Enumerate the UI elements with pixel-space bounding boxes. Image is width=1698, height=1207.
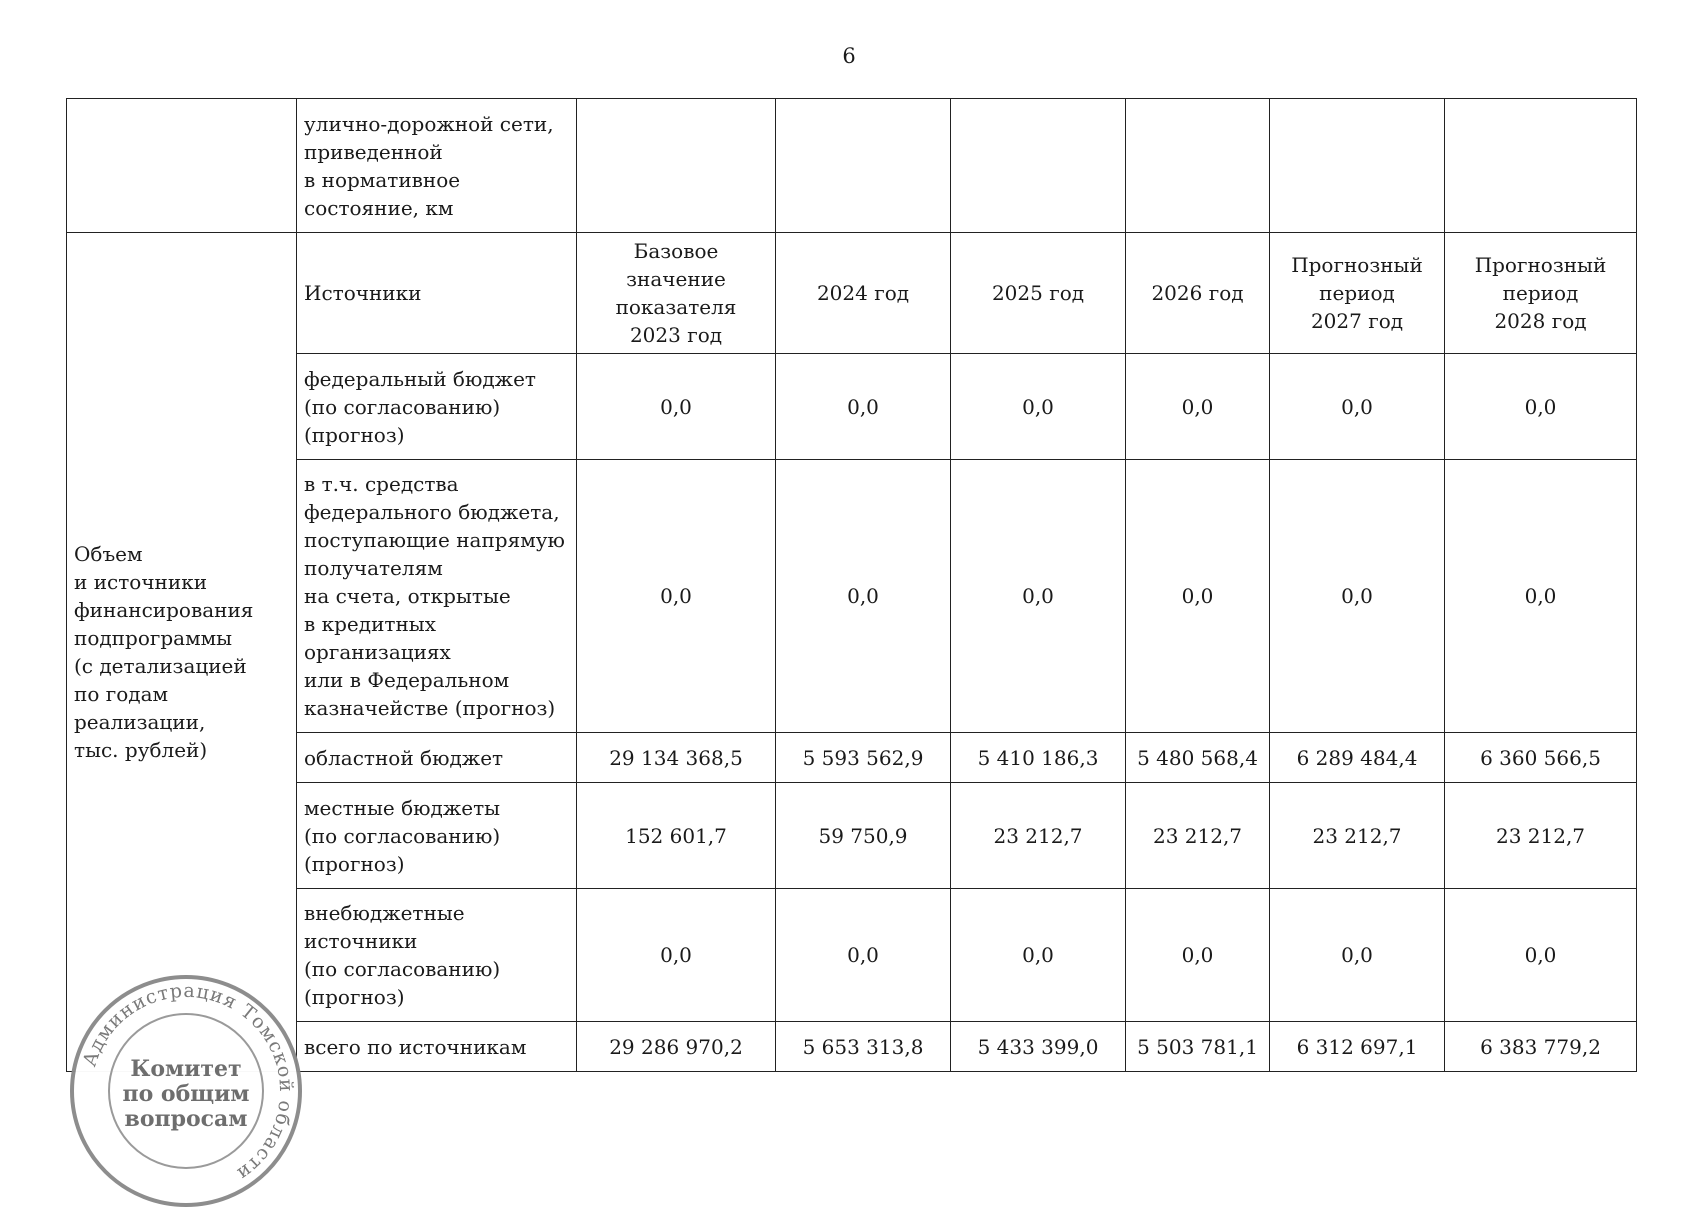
value-cell: 6 383 779,2 (1445, 1022, 1637, 1072)
value-cell: 59 750,9 (776, 783, 951, 889)
table-row (67, 354, 1637, 460)
empty-cell (951, 99, 1126, 233)
value-cell: 23 212,7 (1445, 783, 1637, 889)
value-cell: 6 289 484,4 (1270, 733, 1445, 783)
table-row (67, 1022, 1637, 1072)
seal-center-text: Комитет по общим вопросам (122, 1056, 250, 1132)
header-cell: Прогнозный период 2027 год (1270, 233, 1445, 354)
value-cell: 5 503 781,1 (1126, 1022, 1270, 1072)
value-cell: 6 312 697,1 (1270, 1022, 1445, 1072)
seal-ring-label: Администрация Томской области (78, 979, 298, 1186)
value-cell: 29 286 970,2 (577, 1022, 776, 1072)
value-cell: 0,0 (1126, 889, 1270, 1022)
top-row-label: улично-дорожной сети, приведенной в нормативное состояние, км (297, 99, 577, 233)
empty-cell (776, 99, 951, 233)
empty-cell (1445, 99, 1637, 233)
header-cell: Прогнозный период 2028 год (1445, 233, 1637, 354)
header-cell: Базовое значение показателя 2023 год (577, 233, 776, 354)
empty-cell (67, 99, 297, 233)
source-cell: в т.ч. средства федерального бюджета, поступающие напрямую получателям на счета, открытые в кредитных организациях или в Федеральном казначействе (прогноз) (297, 460, 577, 733)
value-cell: 5 480 568,4 (1126, 733, 1270, 783)
value-cell: 5 433 399,0 (951, 1022, 1126, 1072)
source-cell: областной бюджет (297, 733, 577, 783)
value-cell: 23 212,7 (951, 783, 1126, 889)
header-row (67, 233, 1637, 354)
value-cell: 29 134 368,5 (577, 733, 776, 783)
value-cell: 5 653 313,8 (776, 1022, 951, 1072)
value-cell: 0,0 (951, 354, 1126, 460)
empty-cell (1270, 99, 1445, 233)
value-cell: 0,0 (776, 354, 951, 460)
value-cell: 0,0 (577, 889, 776, 1022)
table-row (67, 99, 1637, 233)
value-cell: 0,0 (1445, 889, 1637, 1022)
value-cell: 0,0 (1270, 889, 1445, 1022)
value-cell: 0,0 (1445, 354, 1637, 460)
value-cell: 0,0 (1270, 354, 1445, 460)
value-cell: 0,0 (1270, 460, 1445, 733)
header-cell: Источники (297, 233, 577, 354)
header-cell: 2024 год (776, 233, 951, 354)
official-seal (70, 975, 302, 1207)
table-row (67, 733, 1637, 783)
value-cell: 0,0 (1445, 460, 1637, 733)
value-cell: 5 410 186,3 (951, 733, 1126, 783)
value-cell: 23 212,7 (1126, 783, 1270, 889)
source-cell: всего по источникам (297, 1022, 577, 1072)
value-cell: 0,0 (1126, 460, 1270, 733)
value-cell: 0,0 (776, 889, 951, 1022)
value-cell: 0,0 (577, 460, 776, 733)
value-cell: 0,0 (951, 460, 1126, 733)
empty-cell (577, 99, 776, 233)
value-cell: 0,0 (951, 889, 1126, 1022)
value-cell: 6 360 566,5 (1445, 733, 1637, 783)
funding-row-label: Объем и источники финансирования подпрограммы (с детализацией по годам реализации, тыс. рублей) (67, 233, 297, 1072)
table-row (67, 889, 1637, 1022)
table-row (67, 460, 1637, 733)
source-cell: федеральный бюджет (по согласованию) (прогноз) (297, 354, 577, 460)
value-cell: 5 593 562,9 (776, 733, 951, 783)
value-cell: 0,0 (577, 354, 776, 460)
header-cell: 2025 год (951, 233, 1126, 354)
header-cell: 2026 год (1126, 233, 1270, 354)
value-cell: 23 212,7 (1270, 783, 1445, 889)
value-cell: 0,0 (776, 460, 951, 733)
table-row (67, 783, 1637, 889)
source-cell: внебюджетные источники (по согласованию) (прогноз) (297, 889, 577, 1022)
source-cell: местные бюджеты (по согласованию) (прогноз) (297, 783, 577, 889)
funding-table (66, 98, 1637, 1072)
value-cell: 0,0 (1126, 354, 1270, 460)
page-number: 6 (842, 44, 856, 68)
value-cell: 152 601,7 (577, 783, 776, 889)
empty-cell (1126, 99, 1270, 233)
